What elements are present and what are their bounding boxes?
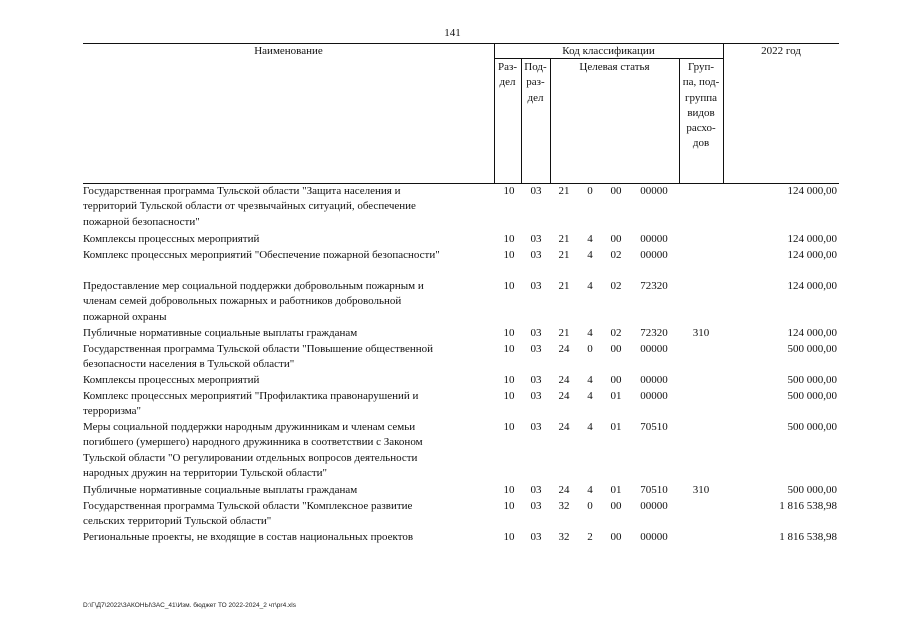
row-razdel: 10 (503, 249, 515, 261)
row-target-1: 24 (558, 374, 570, 386)
row-target-1: 24 (558, 390, 570, 402)
row-name: Комплекс процессных мероприятий "Обеспечение пожарной безопасности" (83, 249, 440, 261)
row-target-3: 00 (610, 374, 622, 386)
row-razdel: 10 (503, 185, 515, 197)
row-target-3: 00 (610, 233, 622, 245)
header-code: Код классификации (562, 45, 655, 57)
row-razdel: 10 (503, 500, 515, 512)
row-target-4: 00000 (640, 233, 668, 245)
row-target-2: 0 (587, 343, 593, 355)
row-amount: 1 816 538,98 (779, 500, 837, 512)
row-razdel: 10 (503, 343, 515, 355)
row-expense-group: 310 (692, 484, 710, 496)
row-podrazdel: 03 (530, 390, 542, 402)
row-target-1: 24 (558, 484, 570, 496)
row-target-1: 21 (558, 327, 570, 339)
header-target-article: Целевая статья (579, 61, 650, 73)
row-podrazdel: 03 (530, 531, 542, 543)
row-target-4: 72320 (640, 280, 668, 292)
row-amount: 124 000,00 (787, 185, 837, 197)
row-target-1: 24 (558, 421, 570, 433)
row-target-4: 72320 (640, 327, 668, 339)
row-razdel: 10 (503, 280, 515, 292)
row-podrazdel: 03 (530, 374, 542, 386)
row-amount: 500 000,00 (787, 374, 837, 386)
row-target-3: 02 (610, 327, 622, 339)
row-amount: 124 000,00 (787, 280, 837, 292)
row-target-4: 00000 (640, 249, 668, 261)
row-podrazdel: 03 (530, 233, 542, 245)
row-target-2: 4 (587, 280, 593, 292)
row-podrazdel: 03 (530, 343, 542, 355)
header-razdel: Раз- дел (497, 61, 517, 89)
row-target-2: 0 (587, 500, 593, 512)
row-podrazdel: 03 (530, 280, 542, 292)
row-target-1: 21 (558, 185, 570, 197)
row-razdel: 10 (503, 484, 515, 496)
row-razdel: 10 (503, 233, 515, 245)
row-amount: 500 000,00 (787, 343, 837, 355)
row-target-3: 00 (610, 343, 622, 355)
row-name: Меры социальной поддержки народным дружинникам и членам семьи погибшего (умершего) народного дружинника в соответствии с Законом Тульской области "О регулировании отдельных вопросов деятельности народных дружин на территории Тульской области" (83, 421, 423, 479)
header-name: Наименование (254, 45, 323, 57)
row-name: Публичные нормативные социальные выплаты гражданам (83, 484, 358, 496)
row-name: Государственная программа Тульской области "Защита населения и территорий Тульской области от чрезвычайных ситуаций, обеспечение пожарной безопасности" (83, 185, 416, 228)
row-podrazdel: 03 (530, 484, 542, 496)
row-name: Предоставление мер социальной поддержки добровольным пожарным и членам семей добровольных пожарных и работников добровольной пожарной охраны (83, 280, 424, 323)
row-target-3: 01 (610, 484, 622, 496)
row-target-2: 2 (587, 531, 593, 543)
row-target-3: 01 (610, 390, 622, 402)
row-target-4: 70510 (640, 421, 668, 433)
row-target-3: 00 (610, 531, 622, 543)
row-target-3: 02 (610, 280, 622, 292)
row-expense-group: 310 (692, 327, 710, 339)
row-target-4: 00000 (640, 500, 668, 512)
row-amount: 124 000,00 (787, 233, 837, 245)
row-target-1: 32 (558, 500, 570, 512)
row-name: Комплекс процессных мероприятий "Профилактика правонарушений и терроризма" (83, 390, 419, 418)
row-amount: 124 000,00 (787, 327, 837, 339)
row-target-4: 00000 (640, 390, 668, 402)
row-podrazdel: 03 (530, 421, 542, 433)
row-target-1: 32 (558, 531, 570, 543)
row-podrazdel: 03 (530, 249, 542, 261)
row-target-2: 4 (587, 484, 593, 496)
row-target-4: 00000 (640, 531, 668, 543)
row-razdel: 10 (503, 374, 515, 386)
file-path-footer: D:\Г\Д7\2022\ЗАКОНЫ\ЗАС_41\Изм. бюджет ТО 2022-2024_2 чт\pr4.xls (83, 602, 296, 609)
row-name: Государственная программа Тульской области "Комплексное развитие сельских территорий Тульской области" (83, 500, 413, 528)
row-target-2: 4 (587, 421, 593, 433)
row-amount: 500 000,00 (787, 390, 837, 402)
row-target-1: 21 (558, 233, 570, 245)
row-target-2: 4 (587, 233, 593, 245)
row-target-3: 01 (610, 421, 622, 433)
header-year: 2022 год (761, 45, 801, 57)
row-target-3: 02 (610, 249, 622, 261)
row-target-4: 00000 (640, 374, 668, 386)
row-amount: 500 000,00 (787, 421, 837, 433)
row-name: Публичные нормативные социальные выплаты гражданам (83, 327, 358, 339)
row-target-2: 4 (587, 374, 593, 386)
row-target-4: 70510 (640, 484, 668, 496)
row-razdel: 10 (503, 421, 515, 433)
row-amount: 1 816 538,98 (779, 531, 837, 543)
row-target-2: 4 (587, 327, 593, 339)
row-target-2: 4 (587, 249, 593, 261)
row-name: Региональные проекты, не входящие в состав национальных проектов (83, 531, 414, 543)
row-amount: 500 000,00 (787, 484, 837, 496)
row-name: Государственная программа Тульской области "Повышение общественной безопасности населения в Тульской области" (83, 343, 433, 371)
row-target-2: 4 (587, 390, 593, 402)
row-razdel: 10 (503, 327, 515, 339)
row-target-4: 00000 (640, 343, 668, 355)
row-target-1: 21 (558, 280, 570, 292)
header-expense-group: Груп- па, под- группа видов расхо- дов (682, 61, 720, 150)
row-name: Комплексы процессных мероприятий (83, 233, 260, 245)
header-podrazdel: Под- раз- дел (524, 61, 547, 104)
row-name: Комплексы процессных мероприятий (83, 374, 260, 386)
row-target-3: 00 (610, 500, 622, 512)
row-podrazdel: 03 (530, 185, 542, 197)
row-target-4: 00000 (640, 185, 668, 197)
row-target-3: 00 (610, 185, 622, 197)
row-razdel: 10 (503, 390, 515, 402)
row-target-1: 21 (558, 249, 570, 261)
row-target-1: 24 (558, 343, 570, 355)
row-amount: 124 000,00 (787, 249, 837, 261)
row-target-2: 0 (587, 185, 593, 197)
page-number: 141 (444, 27, 461, 39)
row-podrazdel: 03 (530, 327, 542, 339)
row-razdel: 10 (503, 531, 515, 543)
row-podrazdel: 03 (530, 500, 542, 512)
